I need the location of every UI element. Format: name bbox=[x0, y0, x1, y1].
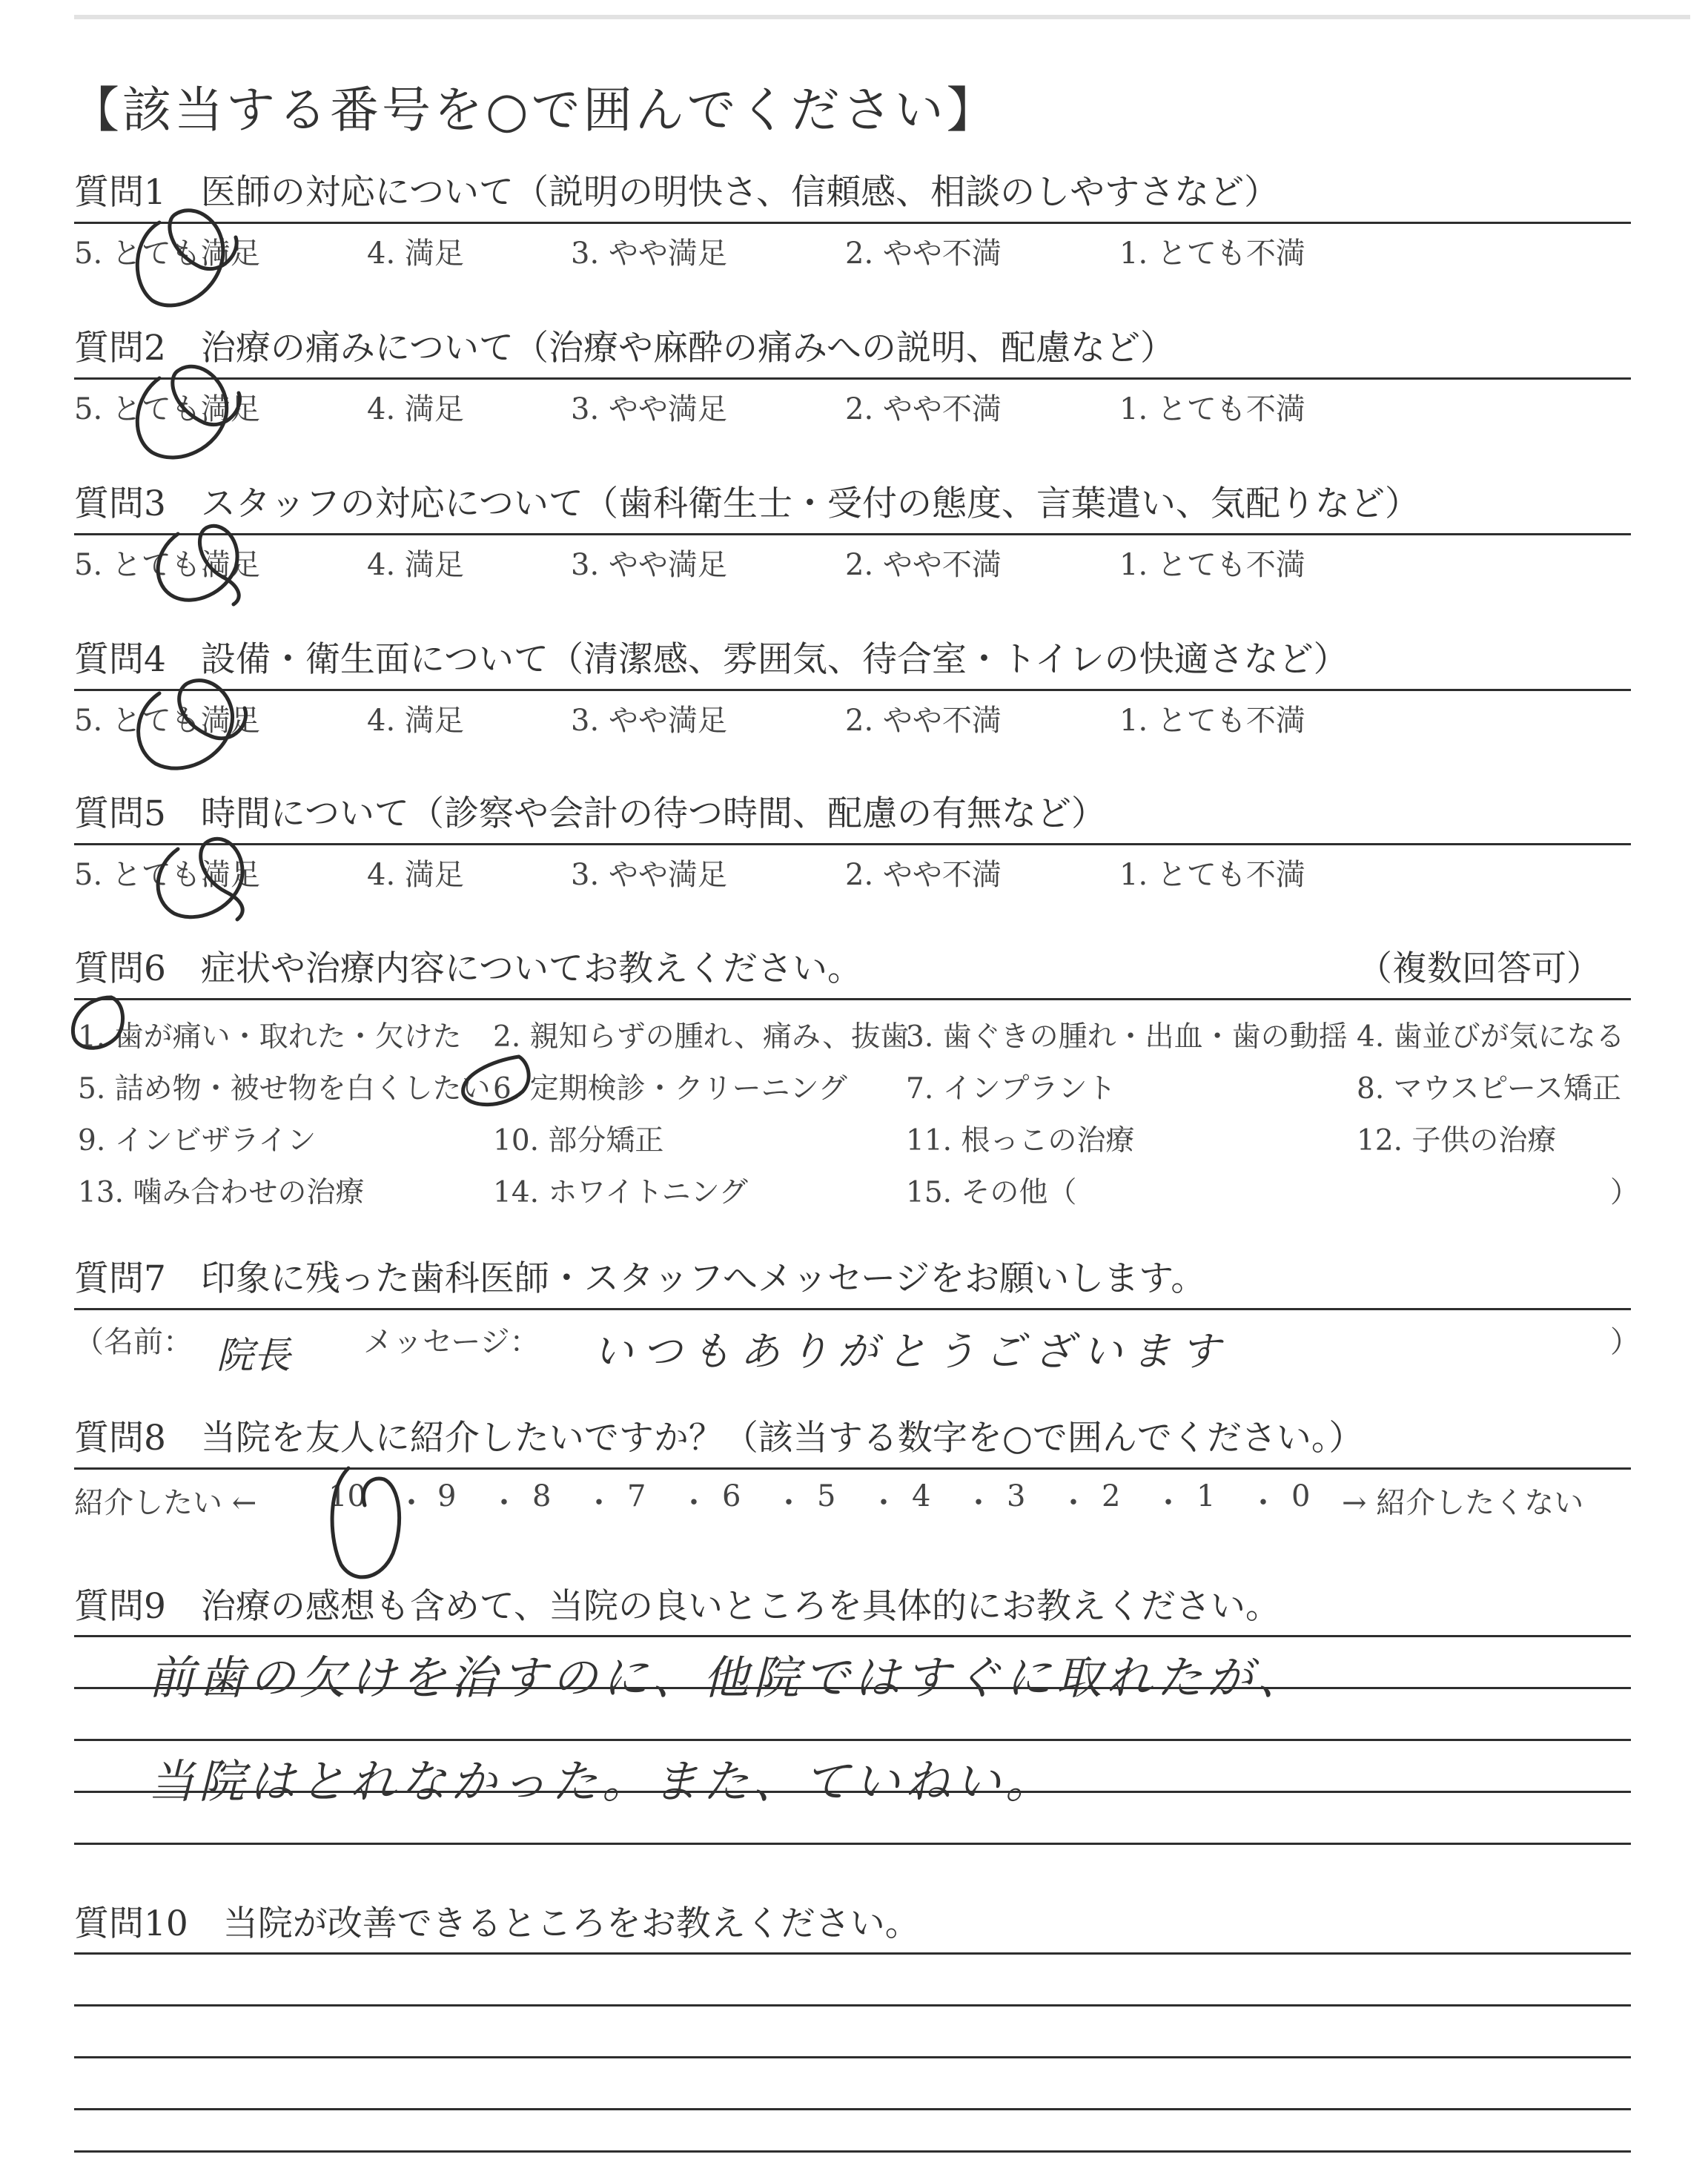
symptom-option-5[interactable]: 5. 詰め物・被せ物を白くしたい bbox=[78, 1072, 491, 1106]
score-separator: ・ bbox=[679, 1486, 709, 1520]
question-text: 設備・衛生面について（清潔感、雰囲気、待合室・トイレの快適さなど） bbox=[200, 639, 1348, 680]
choice-2[interactable]: 2. やや不満 bbox=[845, 704, 1002, 738]
instruction-heading: 【該当する番号を○で囲んでください】 bbox=[70, 82, 999, 139]
score-separator: ・ bbox=[1059, 1486, 1088, 1520]
score-6[interactable]: 6 bbox=[722, 1479, 741, 1513]
question-label: 質問6 bbox=[74, 948, 166, 989]
message-close-paren: ） bbox=[1610, 1325, 1640, 1359]
score-separator: ・ bbox=[1248, 1486, 1278, 1520]
choice-5[interactable]: 5. とても満足 bbox=[74, 858, 260, 892]
answer-line bbox=[74, 1739, 1631, 1741]
question-label: 質問1 bbox=[74, 172, 166, 213]
question-label: 質問9 bbox=[74, 1586, 166, 1627]
score-separator: ・ bbox=[584, 1486, 614, 1520]
score-4[interactable]: 4 bbox=[912, 1479, 931, 1513]
symptom-option-7[interactable]: 7. インプラント bbox=[906, 1072, 1116, 1106]
score-separator: ・ bbox=[489, 1486, 519, 1520]
multiple-answers-note: （複数回答可） bbox=[1357, 948, 1601, 989]
choice-1[interactable]: 1. とても不満 bbox=[1119, 858, 1305, 892]
score-5[interactable]: 5 bbox=[817, 1479, 836, 1513]
recommend-left-label: 紹介したい ← bbox=[74, 1486, 257, 1520]
choice-2[interactable]: 2. やや不満 bbox=[845, 858, 1002, 892]
answer-line bbox=[74, 2056, 1631, 2058]
question-text: 医師の対応について（説明の明快さ、信頼感、相談のしやすさなど） bbox=[200, 172, 1280, 213]
choice-4[interactable]: 4. 満足 bbox=[367, 548, 464, 582]
symptom-option-15[interactable]: 15. その他（ bbox=[906, 1176, 1077, 1209]
question-label: 質問3 bbox=[74, 483, 166, 524]
question-text: 当院を友人に紹介したいですか？（該当する数字を○で囲んでください。） bbox=[200, 1418, 1364, 1459]
score-3[interactable]: 3 bbox=[1007, 1479, 1026, 1513]
symptom-option-14[interactable]: 14. ホワイトニング bbox=[493, 1176, 748, 1209]
question-6 bbox=[74, 943, 1631, 1000]
rule-line bbox=[74, 1308, 1631, 1310]
choice-4[interactable]: 4. 満足 bbox=[367, 237, 464, 271]
symptom-option-12[interactable]: 12. 子供の治療 bbox=[1357, 1124, 1557, 1157]
score-10[interactable]: 10 bbox=[328, 1479, 366, 1513]
handwritten-answer-line-2[interactable]: 当院はとれなかった。また、ていねい。 bbox=[148, 1754, 1056, 1809]
choice-5[interactable]: 5. とても満足 bbox=[74, 237, 260, 271]
score-separator: ・ bbox=[397, 1486, 426, 1520]
choice-1[interactable]: 1. とても不満 bbox=[1119, 548, 1305, 582]
question-5 bbox=[74, 788, 1631, 897]
score-separator: ・ bbox=[964, 1486, 993, 1520]
question-4 bbox=[74, 634, 1631, 743]
answer-line bbox=[74, 1635, 1631, 1637]
handwritten-answer-line-1[interactable]: 前歯の欠けを治すのに、他院ではすぐに取れたが、 bbox=[148, 1651, 1308, 1705]
question-3 bbox=[74, 478, 1631, 587]
question-7 bbox=[74, 1253, 1631, 1310]
symptom-option-3[interactable]: 3. 歯ぐきの腫れ・出血・歯の動揺 bbox=[906, 1020, 1348, 1054]
question-label: 質問10 bbox=[74, 1903, 188, 1944]
symptom-option-9[interactable]: 9. インビザライン bbox=[78, 1124, 317, 1157]
question-text: 治療の感想も含めて、当院の良いところを具体的にお教えください。 bbox=[200, 1586, 1280, 1627]
score-separator: ・ bbox=[869, 1486, 898, 1520]
score-8[interactable]: 8 bbox=[532, 1479, 552, 1513]
answer-line bbox=[74, 2108, 1631, 2110]
question-label: 質問8 bbox=[74, 1418, 166, 1459]
question-10 bbox=[74, 1898, 1631, 1953]
rating-choices bbox=[74, 845, 1631, 897]
score-1[interactable]: 1 bbox=[1196, 1479, 1216, 1513]
choice-1[interactable]: 1. とても不満 bbox=[1119, 237, 1305, 271]
question-9 bbox=[74, 1581, 1631, 1636]
question-label: 質問5 bbox=[74, 793, 166, 834]
question-1 bbox=[74, 167, 1631, 276]
message-label: メッセージ： bbox=[363, 1325, 540, 1359]
score-7[interactable]: 7 bbox=[627, 1479, 646, 1513]
question-text: 治療の痛みについて（治療や麻酔の痛みへの説明、配慮など） bbox=[200, 328, 1176, 369]
other-close-paren: ） bbox=[1610, 1176, 1640, 1209]
score-separator: ・ bbox=[774, 1486, 804, 1520]
choice-2[interactable]: 2. やや不満 bbox=[845, 392, 1002, 426]
choice-3[interactable]: 3. やや満足 bbox=[571, 548, 727, 582]
choice-3[interactable]: 3. やや満足 bbox=[571, 858, 727, 892]
choice-2[interactable]: 2. やや不満 bbox=[845, 237, 1002, 271]
question-label: 質問7 bbox=[74, 1258, 166, 1299]
score-separator: ・ bbox=[1153, 1486, 1183, 1520]
score-9[interactable]: 9 bbox=[437, 1479, 457, 1513]
question-text: 印象に残った歯科医師・スタッフへメッセージをお願いします。 bbox=[200, 1258, 1206, 1299]
choice-5[interactable]: 5. とても満足 bbox=[74, 548, 260, 582]
symptom-option-4[interactable]: 4. 歯並びが気になる bbox=[1357, 1020, 1625, 1054]
symptom-option-8[interactable]: 8. マウスピース矯正 bbox=[1357, 1072, 1621, 1106]
answer-line bbox=[74, 2150, 1631, 2153]
question-text: 症状や治療内容についてお教えください。 bbox=[200, 948, 862, 989]
handwritten-name[interactable]: 院長 bbox=[216, 1334, 291, 1377]
choice-3[interactable]: 3. やや満足 bbox=[571, 704, 727, 738]
rule-line bbox=[74, 1467, 1631, 1470]
symptom-option-13[interactable]: 13. 噛み合わせの治療 bbox=[78, 1176, 365, 1209]
question-label: 質問2 bbox=[74, 328, 166, 369]
symptom-option-6[interactable]: 6. 定期検診・クリーニング bbox=[493, 1072, 847, 1106]
score-2[interactable]: 2 bbox=[1102, 1479, 1121, 1513]
handwritten-message[interactable]: いつもありがとうございます bbox=[593, 1328, 1229, 1375]
answer-line bbox=[74, 1952, 1631, 1955]
question-text: 当院が改善できるところをお教えください。 bbox=[222, 1903, 920, 1944]
choice-1[interactable]: 1. とても不満 bbox=[1119, 704, 1305, 738]
choice-5[interactable]: 5. とても満足 bbox=[74, 704, 260, 738]
rating-choices bbox=[74, 380, 1631, 432]
choice-1[interactable]: 1. とても不満 bbox=[1119, 392, 1305, 426]
choice-4[interactable]: 4. 満足 bbox=[367, 858, 464, 892]
answer-line bbox=[74, 2004, 1631, 2007]
symptom-option-10[interactable]: 10. 部分矯正 bbox=[493, 1124, 664, 1157]
rating-choices bbox=[74, 535, 1631, 587]
question-text: スタッフの対応について（歯科衛生士・受付の態度、言葉遣い、気配りなど） bbox=[200, 483, 1420, 524]
choice-3[interactable]: 3. やや満足 bbox=[571, 237, 727, 271]
rating-choices bbox=[74, 691, 1631, 743]
choice-5[interactable]: 5. とても満足 bbox=[74, 392, 260, 426]
choice-4[interactable]: 4. 満足 bbox=[367, 392, 464, 426]
score-0[interactable]: 0 bbox=[1291, 1479, 1311, 1513]
question-label: 質問4 bbox=[74, 639, 166, 680]
choice-2[interactable]: 2. やや不満 bbox=[845, 548, 1002, 582]
symptom-option-11[interactable]: 11. 根っこの治療 bbox=[906, 1124, 1135, 1157]
rule-line bbox=[74, 998, 1631, 1000]
symptom-option-2[interactable]: 2. 親知らずの腫れ、痛み、抜歯 bbox=[493, 1020, 910, 1054]
answer-line bbox=[74, 1843, 1631, 1845]
rating-choices bbox=[74, 224, 1631, 276]
symptom-option-1[interactable]: 1. 歯が痛い・取れた・欠けた bbox=[78, 1020, 462, 1054]
recommend-right-label: → 紹介したくない bbox=[1342, 1486, 1584, 1520]
choice-4[interactable]: 4. 満足 bbox=[367, 704, 464, 738]
question-8 bbox=[74, 1413, 1631, 1470]
top-edge-line bbox=[74, 15, 1690, 19]
question-text: 時間について（診察や会計の待つ時間、配慮の有無など） bbox=[200, 793, 1106, 834]
question-2 bbox=[74, 323, 1631, 432]
name-label: （名前： bbox=[74, 1325, 193, 1359]
choice-3[interactable]: 3. やや満足 bbox=[571, 392, 727, 426]
